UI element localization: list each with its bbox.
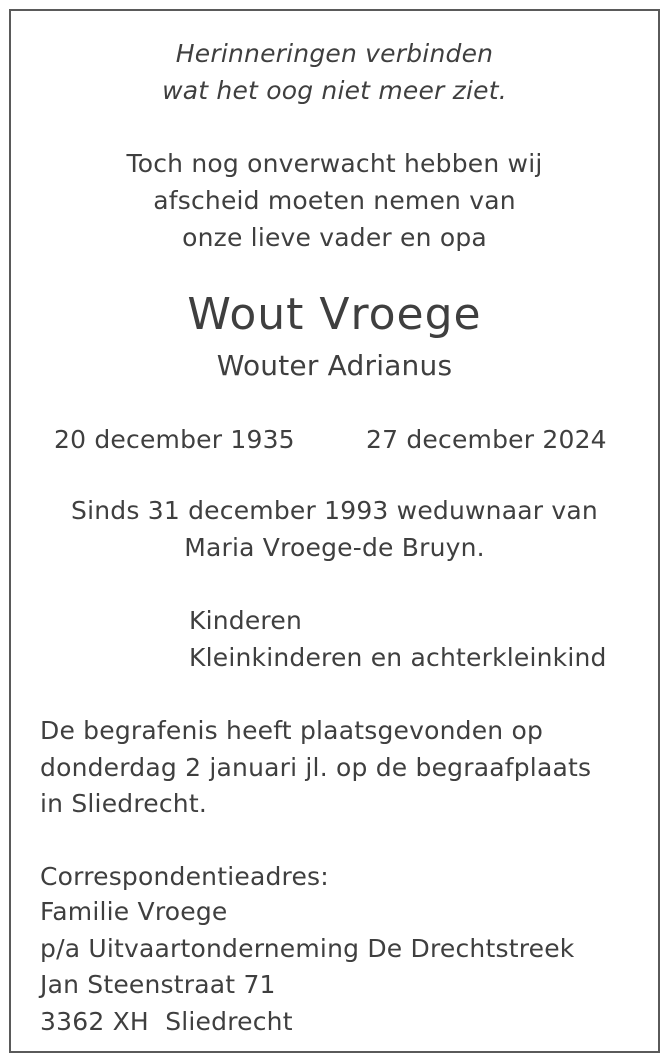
correspondence-name: Familie Vroege <box>40 897 228 926</box>
motto-line-1: Herinneringen verbinden <box>175 39 494 68</box>
death-date: 27 december 2024 <box>366 425 607 454</box>
motto-line-2: wat het oog niet meer ziet. <box>162 76 507 105</box>
widower-line-1: Sinds 31 december 1993 weduwnaar van <box>71 496 598 525</box>
family-children: Kinderen <box>189 606 302 635</box>
funeral-line-1: De begrafenis heeft plaatsgevonden op <box>40 716 544 745</box>
correspondence-street: Jan Steenstraat 71 <box>40 970 276 999</box>
deceased-full-name: Wouter Adrianus <box>216 349 453 382</box>
correspondence-postcode-city: 3362 XH Sliedrecht <box>40 1007 293 1036</box>
intro-line-2: afscheid moeten nemen van <box>153 186 516 215</box>
funeral-line-2: donderdag 2 januari jl. op de begraafplaats <box>40 753 592 782</box>
deceased-name: Wout Vroege <box>187 289 482 340</box>
correspondence-label: Correspondentieadres: <box>40 862 329 891</box>
widower-line-2: Maria Vroege-de Bruyn. <box>184 533 485 562</box>
birth-date: 20 december 1935 <box>54 425 295 454</box>
funeral-line-3: in Sliedrecht. <box>40 789 207 818</box>
family-grandchildren: Kleinkinderen en achterkleinkind <box>189 643 607 672</box>
intro-line-1: Toch nog onverwacht hebben wij <box>126 149 543 178</box>
intro-line-3: onze lieve vader en opa <box>182 223 487 252</box>
correspondence-care-of: p/a Uitvaartonderneming De Drechtstreek <box>40 934 575 963</box>
